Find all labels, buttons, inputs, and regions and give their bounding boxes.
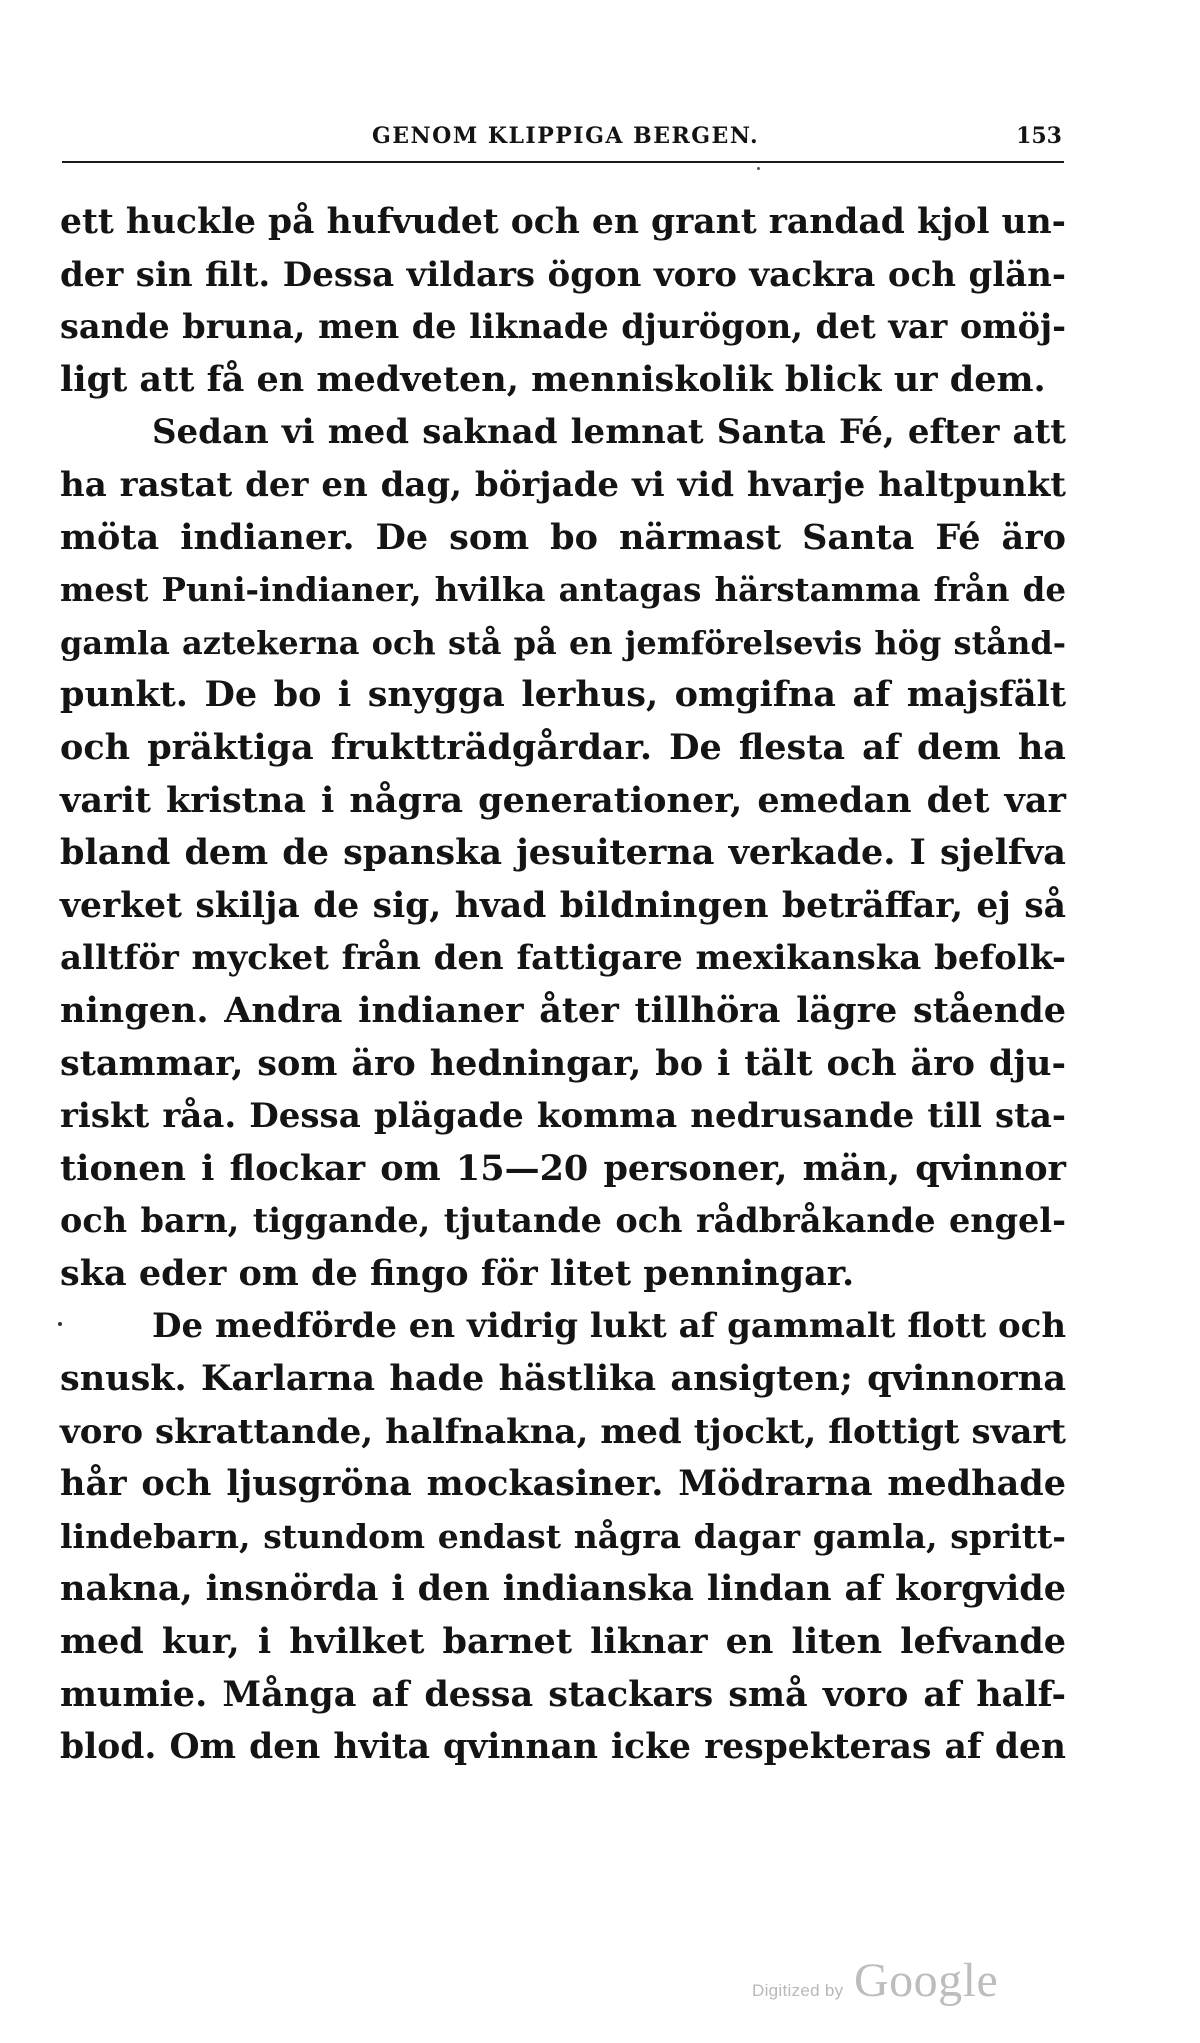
text-line-26: lindebarn, stundom endast några dagar gamla, spritt-	[60, 1516, 1066, 1556]
text-line-22: De medförde en vidrig lukt af gammalt flott och	[152, 1306, 1067, 1347]
text-line-23: snusk. Karlarna hade hästlika ansigten; qvinnorna	[60, 1358, 1066, 1400]
text-line-19: tionen i flockar om 15—20 personer, män, qvinnor	[60, 1147, 1066, 1189]
text-line-14: verket skilja de sig, hvad bildningen beträffar, ej så	[60, 885, 1066, 926]
text-line-4: ligt att få en medveten, menniskolik blick ur dem.	[60, 358, 1046, 400]
watermark-google-logo: Google	[854, 1954, 999, 2007]
text-line-10: punkt. De bo i snygga lerhus, omgifna af majsfält	[60, 674, 1066, 716]
text-line-2: der sin filt. Dessa vildars ögon voro vackra och glän-	[60, 254, 1066, 295]
text-line-21: ska eder om de fingo för litet penningar.	[60, 1252, 855, 1294]
text-line-6: ha rastat der en dag, började vi vid hvarje haltpunkt	[60, 464, 1066, 505]
text-line-8: mest Puni-indianer, hvilka antagas härstamma från de	[60, 570, 1066, 610]
text-line-7: möta indianer. De som bo närmast Santa Fé äro	[60, 516, 1066, 558]
text-line-18: riskt råa. Dessa plägade komma nedrusande till sta-	[60, 1096, 1066, 1137]
running-title: GENOM KLIPPIGA BERGEN.	[372, 123, 760, 149]
text-line-9: gamla aztekerna och stå på en jemförelsevis hög stånd-	[60, 623, 1066, 662]
text-line-20: och barn, tiggande, tjutande och rådbråkande engel-	[60, 1201, 1066, 1241]
text-line-25: hår och ljusgröna mockasiner. Mödrarna medhade	[60, 1463, 1066, 1505]
running-head	[62, 118, 1064, 154]
text-line-1: ett huckle på hufvudet och en grant randad kjol un-	[60, 202, 1066, 242]
text-line-16: ningen. Andra indianer åter tillhöra lägre stående	[60, 989, 1066, 1031]
text-line-5: Sedan vi med saknad lemnat Santa Fé, efter att	[152, 412, 1066, 453]
header-rule	[62, 161, 1064, 163]
body-text	[60, 196, 1066, 1774]
text-line-24: voro skrattande, halfnakna, med tjockt, flottigt svart	[60, 1411, 1066, 1452]
margin-dot	[58, 1322, 62, 1326]
text-line-11: och präktiga fruktträdgårdar. De flesta af dem ha	[60, 726, 1066, 768]
text-line-15: alltför mycket från den fattigare mexikanska befolk-	[60, 938, 1066, 979]
text-line-3: sande bruna, men de liknade djurögon, det var omöj-	[60, 307, 1066, 347]
digitization-watermark	[752, 1953, 1052, 2013]
text-line-27: nakna, insnörda i den indianska lindan af korgvide	[60, 1568, 1066, 1610]
page-number: 153	[1016, 123, 1062, 149]
ink-speck	[757, 167, 760, 170]
watermark-digitized-by: Digitized by	[752, 1981, 844, 2000]
text-line-12: varit kristna i några generationer, emedan det var	[60, 779, 1066, 821]
text-line-17: stammar, som äro hedningar, bo i tält och äro dju-	[60, 1042, 1066, 1084]
text-line-30: blod. Om den hvita qvinnan icke respekteras af den	[60, 1727, 1066, 1768]
text-line-28: med kur, i hvilket barnet liknar en liten lefvande	[60, 1621, 1066, 1663]
text-line-29: mumie. Många af dessa stackars små voro af half-	[60, 1673, 1066, 1715]
text-line-13: bland dem de spanska jesuiterna verkade. I sjelfva	[60, 832, 1066, 874]
